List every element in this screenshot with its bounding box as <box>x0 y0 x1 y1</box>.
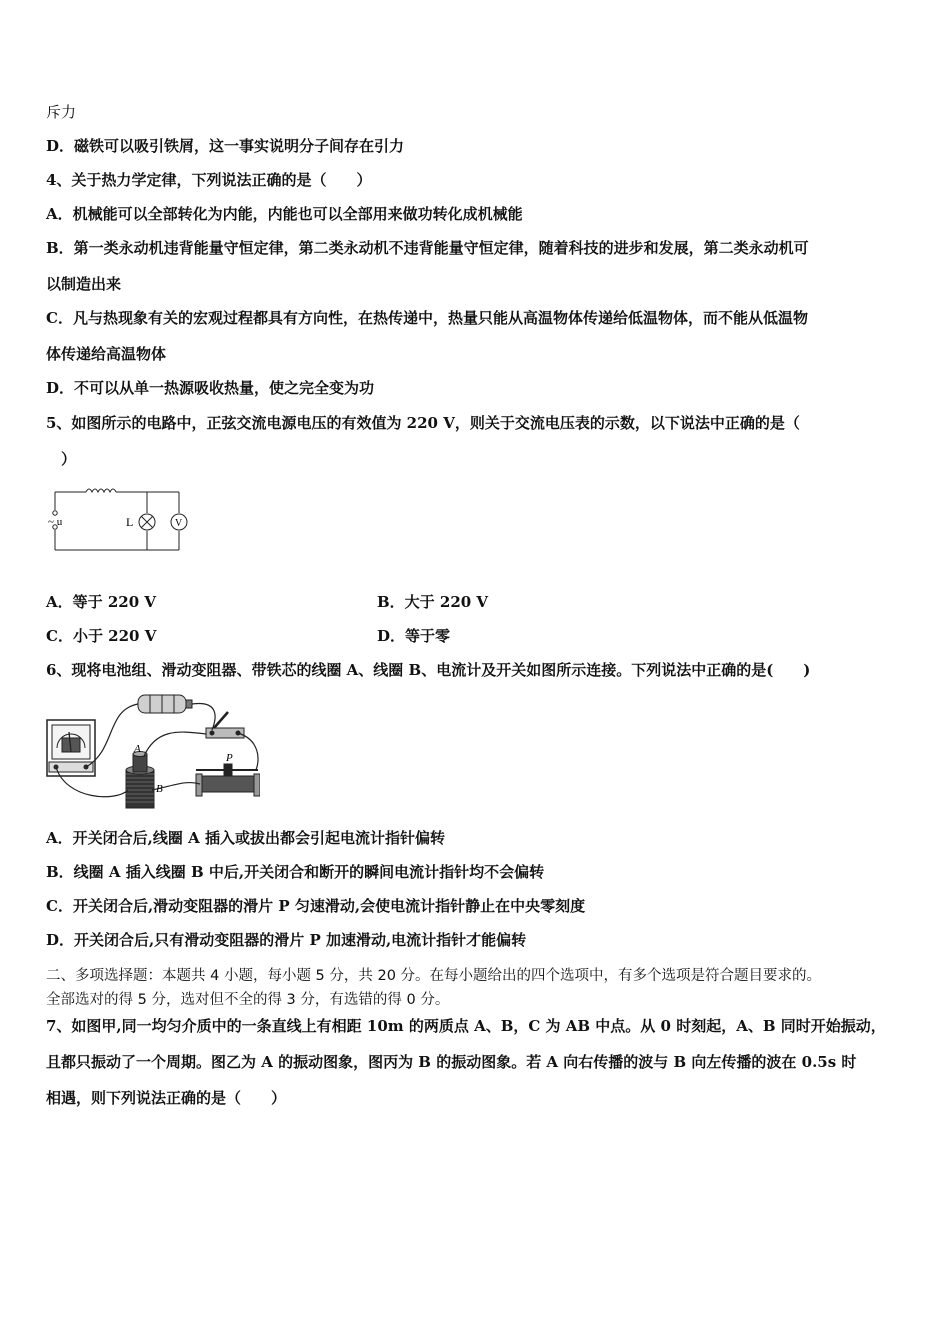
coil-a-label: A <box>134 743 141 755</box>
coil-b-label: B <box>156 783 163 795</box>
option-c-cont: 体传递给高温物体 <box>46 345 167 363</box>
question-7-stem-cont: 且都只振动了一个周期。图乙为 A 的振动图象，图丙为 B 的振动图象。若 A 向右传播的波与 B 向左传播的波在 0.5s 时 <box>46 1053 857 1071</box>
question-5-stem-cont: ） <box>46 450 77 468</box>
question-7-stem-cont: 相遇，则下列说法正确的是（ ） <box>46 1089 287 1107</box>
question-4-stem: 4、关于热力学定律，下列说法正确的是（ ） <box>46 171 372 189</box>
knife-switch <box>206 712 244 738</box>
option-b: B．第一类永动机违背能量守恒定律，第二类永动机不违背能量守恒定律，随着科技的进步和发展，第二类永动机可 <box>46 239 809 257</box>
slide-rheostat <box>196 764 260 796</box>
option-d: D．磁铁可以吸引铁屑，这一事实说明分子间存在引力 <box>46 137 405 155</box>
lamp-label: L <box>126 515 134 529</box>
question-6-stem: 6、现将电池组、滑动变阻器、带铁芯的线圈 A、线圈 B、电流计及开关如图所示连接。下列说法中正确的是( ) <box>46 661 811 679</box>
option-d: D．不可以从单一热源吸收热量，使之完全变为功 <box>46 379 375 397</box>
section-instructions: 全部选对的得 5 分，选对但不全的得 3 分，有选错的得 0 分。 <box>46 992 450 1008</box>
option-a: A．开关闭合后,线圈 A 插入或拔出都会引起电流计指针偏转 <box>46 829 445 847</box>
induction-experiment-figure <box>46 690 260 812</box>
option-d: D．等于零 <box>377 627 451 645</box>
galvanometer <box>47 720 95 776</box>
section-heading: 二、多项选择题：本题共 4 小题，每小题 5 分，共 20 分。在每小题给出的四个选项中，有多个选项是符合题目要求的。 <box>46 968 822 984</box>
slider-p-label: P <box>226 752 233 764</box>
question-5-stem: 5、如图所示的电路中，正弦交流电源电压的有效值为 220 V，则关于交流电压表的示数，以下说法中正确的是（ <box>46 414 800 432</box>
text-line: 斥力 <box>46 103 77 121</box>
option-b-cont: 以制造出来 <box>46 275 122 293</box>
option-a: A．等于 220 V <box>46 593 157 611</box>
source-label: ~ u <box>48 516 63 528</box>
option-b: B．线圈 A 插入线圈 B 中后,开关闭合和断开的瞬间电流计指针均不会偏转 <box>46 863 545 881</box>
option-b: B．大于 220 V <box>377 593 489 611</box>
voltmeter-label: V <box>175 518 183 529</box>
option-c: C．开关闭合后,滑动变阻器的滑片 P 匀速滑动,会使电流计指针静止在中央零刻度 <box>46 897 586 915</box>
option-d: D．开关闭合后,只有滑动变阻器的滑片 P 加速滑动,电流计指针才能偏转 <box>46 931 527 949</box>
coils-a-b <box>126 752 154 809</box>
option-a: A．机械能可以全部转化为内能，内能也可以全部用来做功转化成机械能 <box>46 205 523 223</box>
circuit-figure <box>46 482 196 557</box>
option-c: C．小于 220 V <box>46 627 157 645</box>
question-7-stem: 7、如图甲,同一均匀介质中的一条直线上有相距 10m 的两质点 A、B，C 为 AB 中点。从 0 时刻起，A、B 同时开始振动， <box>46 1017 886 1035</box>
inductor-coil <box>86 489 116 492</box>
battery-pack <box>138 695 192 713</box>
option-c: C．凡与热现象有关的宏观过程都具有方向性，在热传递中，热量只能从高温物体传递给低温物体，而不能从低温物 <box>46 309 808 327</box>
